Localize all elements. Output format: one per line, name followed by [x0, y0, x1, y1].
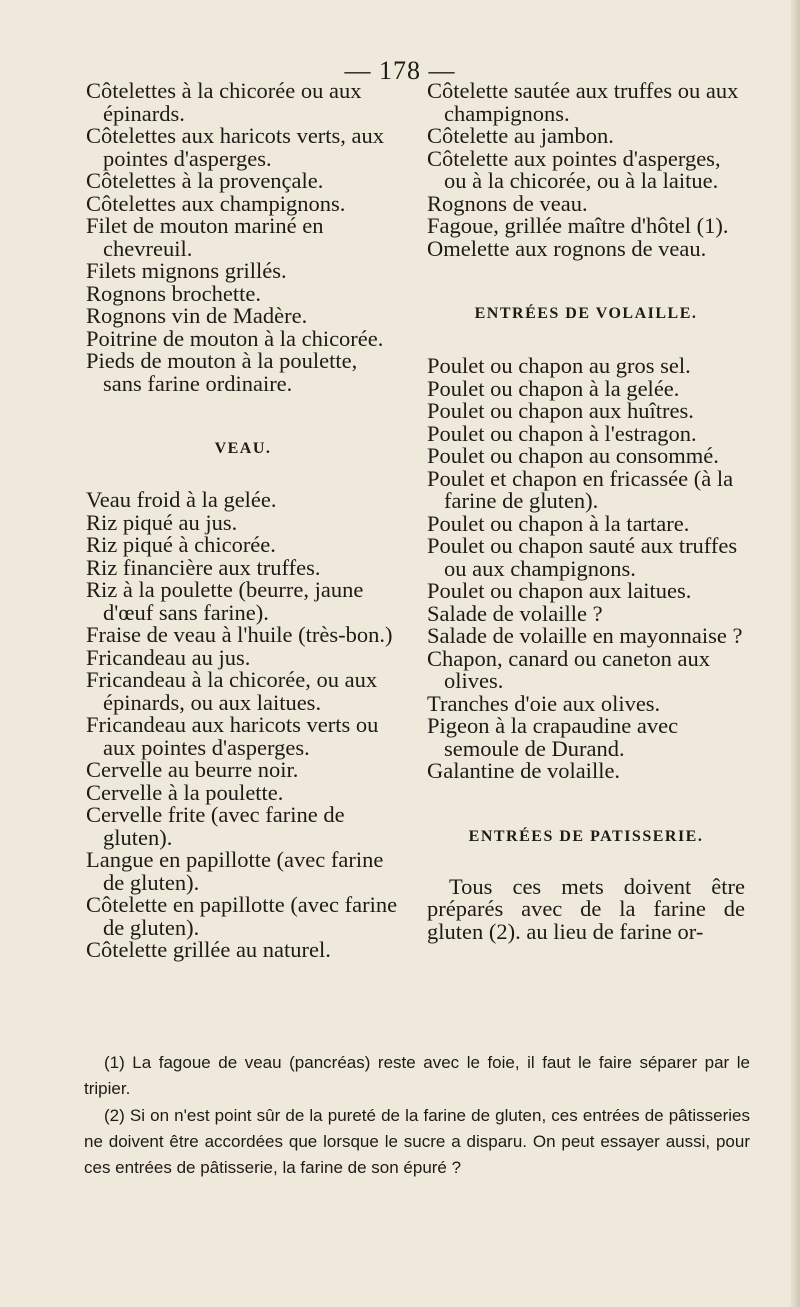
recipe-entry: Filet de mouton mariné en chevreuil.	[86, 213, 324, 261]
recipe-entry: Côtelette en papillotte (avec farine de gluten).	[86, 892, 398, 940]
left-column	[86, 80, 400, 962]
recipe-entry: Fricandeau aux haricots verts ou aux pointes d'asperges.	[86, 712, 379, 760]
veau-entries-continued	[427, 80, 745, 260]
recipe-entry: Omelette aux rognons de veau.	[427, 235, 707, 261]
recipe-entry: Riz financière aux truffes.	[86, 554, 321, 580]
mouton-entries	[86, 80, 400, 395]
recipe-entry: Pigeon à la crapaudine avec semoule de Durand.	[427, 713, 679, 761]
recipe-entry: Côtelette sautée aux truffes ou aux champignons.	[427, 78, 739, 126]
recipe-entry: Poitrine de mouton à la chicorée.	[86, 325, 384, 351]
recipe-entry: Tranches d'oie aux olives.	[427, 690, 661, 716]
footnote-2: (2) Si on n'est point sûr de la pureté de la farine de gluten, ces entrées de pâtisseries ne doivent être accordées que lorsque le sucre a disparu. On peut essayer aussi, pour ces entrées de pâtisserie, la farine de son épuré ?	[84, 1106, 750, 1177]
veau-entries	[86, 489, 400, 962]
footnotes	[84, 1050, 750, 1182]
recipe-entry: Côtelettes à la chicorée ou aux épinards.	[86, 78, 362, 126]
section-heading-patisserie: ENTRÉES DE PATISSERIE.	[468, 827, 704, 845]
recipe-entry: Cervelle frite (avec farine de gluten).	[86, 802, 345, 850]
recipe-entry: Fagoue, grillée maître d'hôtel (1).	[427, 213, 729, 238]
recipe-entry: Salade de volaille en mayonnaise ?	[427, 623, 743, 648]
recipe-entry: Pieds de mouton à la poulette, sans farine ordinaire.	[86, 348, 358, 396]
recipe-entry: Côtelettes à la provençale.	[86, 168, 324, 193]
recipe-entry: Poulet ou chapon sauté aux truffes ou aux champignons.	[427, 533, 738, 581]
recipe-entry: Côtelette aux pointes d'asperges, ou à la chicorée, ou à la laitue.	[427, 145, 721, 193]
recipe-entry: Côtelettes aux haricots verts, aux pointes d'asperges.	[86, 123, 385, 171]
recipe-entry: Poulet ou chapon à la tartare.	[427, 510, 690, 536]
recipe-entry: Riz piqué à chicorée.	[86, 532, 276, 557]
recipe-entry: Côtelette grillée au naturel.	[86, 937, 331, 962]
recipe-entry: Poulet et chapon en fricassée (à la farine de gluten).	[427, 465, 734, 513]
recipe-entry: Côtelettes aux champignons.	[86, 190, 346, 216]
recipe-entry: Poulet ou chapon à l'estragon.	[427, 420, 697, 446]
section-heading-veau: VEAU.	[214, 440, 272, 457]
recipe-entry: Riz à la poulette (beurre, jaune d'œuf sans farine).	[86, 577, 364, 625]
recipe-entry: Côtelette au jambon.	[427, 123, 614, 148]
recipe-entry: Rognons vin de Madère.	[86, 303, 308, 328]
recipe-entry: Rognons de veau.	[427, 190, 588, 216]
section-heading-volaille: ENTRÉES DE VOLAILLE.	[474, 305, 698, 322]
recipe-entry: Poulet ou chapon à la gelée.	[427, 375, 680, 401]
recipe-entry: Cervelle à la poulette.	[86, 779, 284, 805]
recipe-entry: Poulet ou chapon aux huîtres.	[427, 398, 694, 423]
recipe-entry: Veau froid à la gelée.	[86, 487, 277, 512]
recipe-entry: Riz piqué au jus.	[86, 509, 238, 535]
recipe-entry: Salade de volaille ?	[427, 600, 603, 626]
recipe-entry: Chapon, canard ou caneton aux olives.	[427, 645, 711, 693]
recipe-entry: Fraise de veau à l'huile (très-bon.)	[86, 622, 393, 647]
recipe-entry: Poulet ou chapon au gros sel.	[427, 353, 691, 378]
patisserie-paragraph: Tous ces mets doivent être préparés avec de la farine de gluten (2). au lieu de farine or-	[427, 873, 745, 944]
recipe-entry: Langue en papillotte (avec farine de gluten).	[86, 847, 384, 895]
right-column	[427, 80, 745, 943]
recipe-entry: Galantine de volaille.	[427, 758, 621, 783]
page-edge	[791, 0, 800, 1307]
page-number: — 178 —	[344, 56, 456, 85]
recipe-entry: Rognons brochette.	[86, 280, 261, 306]
recipe-entry: Fricandeau au jus.	[86, 644, 251, 670]
volaille-entries	[427, 355, 745, 783]
recipe-entry: Poulet ou chapon au consommé.	[427, 443, 719, 468]
recipe-entry: Fricandeau à la chicorée, ou aux épinards, ou aux laitues.	[86, 667, 378, 715]
recipe-entry: Filets mignons grillés.	[86, 258, 287, 283]
footnote-1: (1) La fagoue de veau (pancréas) reste avec le foie, il faut le faire séparer par le tripier.	[84, 1053, 750, 1098]
recipe-entry: Cervelle au beurre noir.	[86, 757, 299, 782]
recipe-entry: Poulet ou chapon aux laitues.	[427, 578, 692, 603]
